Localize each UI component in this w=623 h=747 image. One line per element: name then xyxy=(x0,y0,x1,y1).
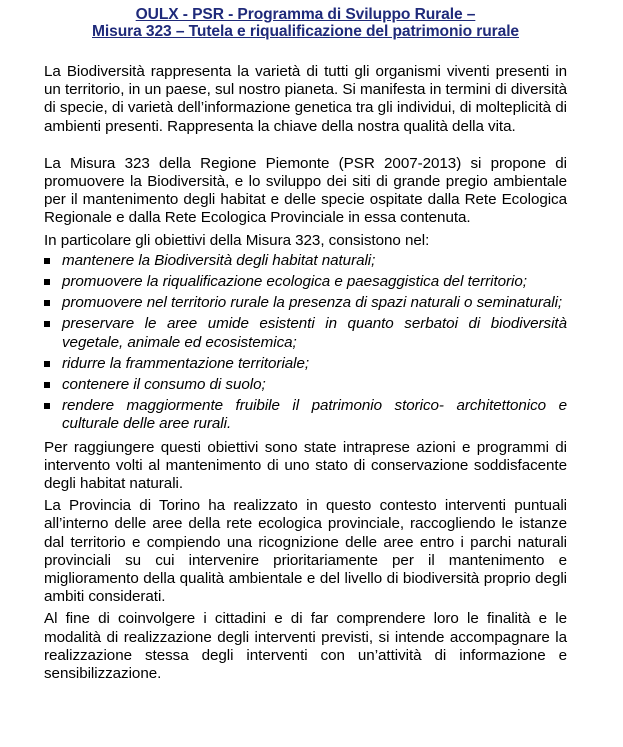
paragraph-objectives-intro: In particolare gli obiettivi della Misura 323, consistono nel: xyxy=(44,231,430,249)
objective-text: mantenere la Biodiversità degli habitat naturali; xyxy=(62,251,376,269)
square-bullet-icon xyxy=(44,361,50,367)
paragraph-actions: Per raggiungere questi obiettivi sono state intraprese azioni e programmi di intervento volti al mantenimento di uno stato di conservazione soddisfacente degli habitat naturali. xyxy=(44,438,567,493)
paragraph-citizen-engagement: Al fine di coinvolgere i cittadini e di far comprendere loro le finalità e le modalità di realizzazione degli interventi previsti, si intende accompagnare la realizzazione stessa degli interventi con un’attività di informazione e sensibilizzazione. xyxy=(44,610,567,683)
list-item xyxy=(44,252,567,270)
square-bullet-icon xyxy=(44,321,50,327)
square-bullet-icon xyxy=(44,258,50,264)
objectives-list xyxy=(44,252,567,434)
objective-text: rendere maggiormente fruibile il patrimonio storico- architettonico e culturale delle aree rurali. xyxy=(62,397,567,433)
title-line-1: OULX - PSR - Programma di Sviluppo Rurale – xyxy=(135,6,476,23)
objective-text: preservare le aree umide esistenti in quanto serbatoi di biodiversità vegetale, animale ed ecosistemica; xyxy=(62,315,567,351)
document-title xyxy=(44,6,567,40)
objective-text: promuovere nel territorio rurale la presenza di spazi naturali o seminaturali; xyxy=(62,294,563,312)
objective-text: promuovere la riqualificazione ecologica e paesaggistica del territorio; xyxy=(62,273,527,291)
title-line-2: Misura 323 – Tutela e riqualificazione del patrimonio rurale xyxy=(92,23,519,40)
paragraph-biodiversity-definition: La Biodiversità rappresenta la varietà di tutti gli organismi viventi presenti in un territorio, in un paese, sul nostro pianeta. Si manifesta in termini di diversità di specie, di varietà dell’informazione genetica tra gli individui, di molteplicità di ambienti presenti. Rappresenta la chiave della nostra qualità della vita. xyxy=(44,63,567,135)
square-bullet-icon xyxy=(44,403,50,409)
list-item xyxy=(44,315,567,351)
list-item xyxy=(44,273,567,291)
objective-text: ridurre la frammentazione territoriale; xyxy=(62,354,310,372)
list-item xyxy=(44,397,567,433)
list-item xyxy=(44,355,567,373)
paragraph-measure-323: La Misura 323 della Regione Piemonte (PSR 2007-2013) si propone di promuovere la Biodiversità, e lo sviluppo dei siti di grande pregio ambientale per il mantenimento degli habitat e delle specie ospitate dalla Rete Ecologica Regionale e dalla Rete Ecologica Provinciale in essa contenuta. xyxy=(44,154,567,227)
square-bullet-icon xyxy=(44,279,50,285)
objective-text: contenere il consumo di suolo; xyxy=(62,376,266,394)
list-item xyxy=(44,294,567,312)
square-bullet-icon xyxy=(44,382,50,388)
list-item xyxy=(44,376,567,394)
paragraph-provincia-torino: La Provincia di Torino ha realizzato in questo contesto interventi puntuali all’interno delle aree della rete ecologica provinciale, raccogliendo le istanze dal territorio e compiendo una ricognizione delle aree entro i parchi naturali provinciali su cui intervenire prioritariamente per il mantenimento e miglioramento della qualità ambientale e del livello di biodiversità proprio degli ambiti considerati. xyxy=(44,497,567,606)
square-bullet-icon xyxy=(44,300,50,306)
